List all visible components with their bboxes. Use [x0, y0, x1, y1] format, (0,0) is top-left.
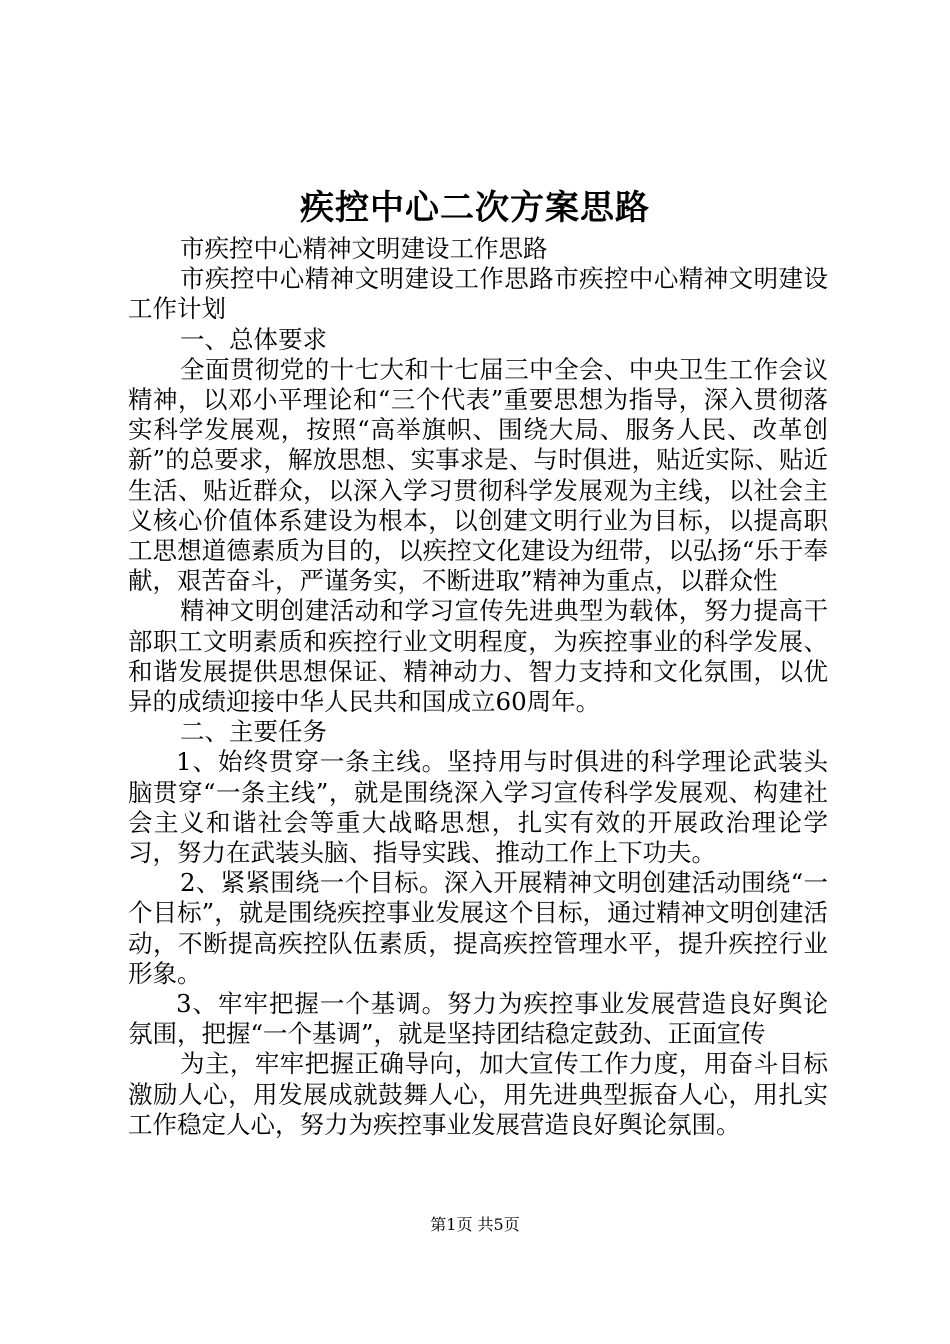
paragraph-subtitle: 市疾控中心精神文明建设工作思路 — [180, 234, 548, 263]
paragraph-task-3-continued: 为主，牢牢把握正确导向，加大宣传工作力度，用奋斗目标激励人心，用发展成就鼓舞人心，用先进典型振奋人心，用扎实工作稳定人心，努力为疾控事业发展营造良好舆论氛围。 — [128, 1049, 828, 1139]
paragraph-task-2: 2、紧紧围绕一个目标。深入开展精神文明创建活动围绕“一个目标”，就是围绕疾控事业发展这个目标，通过精神文明创建活动，不断提高疾控队伍素质，提高疾控管理水平，提升疾控行业形象。 — [128, 868, 828, 988]
section-heading-general-requirements: 一、总体要求 — [180, 324, 327, 354]
paragraph-general-requirements: 全面贯彻党的十七大和十七届三中全会、中央卫生工作会议精神，以邓小平理论和“三个代表”重要思想为指导，深入贯彻落实科学发展观，按照“高举旗帜、围绕大局、服务人民、改革创新”的总要求，解放思想、实事求是、与时俱进，贴近实际、贴近生活、贴近群众，以深入学习贯彻科学发展观为主线，以社会主义核心价值体系建设为根本，以创建文明行业为目标，以提高职工思想道德素质为目的，以疾控文化建设为纽带，以弘扬“乐于奉献，艰苦奋斗，严谨务实，不断进取”精神为重点，以群众性 — [128, 354, 828, 596]
paragraph-carrier: 精神文明创建活动和学习宣传先进典型为载体，努力提高干部职工文明素质和疾控行业文明程度，为疾控事业的科学发展、和谐发展提供思想保证、精神动力、智力支持和文化氛围，以优异的成绩迎接中华人民共和国成立60周年。 — [128, 596, 828, 717]
paragraph-task-1: 1、始终贯穿一条主线。坚持用与时俱进的科学理论武装头脑贯穿“一条主线”，就是围绕深入学习宣传科学发展观、构建社会主义和谐社会等重大战略思想，扎实有效的开展政治理论学习，努力在武装头脑、指导实践、推动工作上下功夫。 — [128, 747, 828, 868]
paragraph-task-3: 3、牢牢把握一个基调。努力为疾控事业发展营造良好舆论氛围，把握“一个基调”，就是坚持团结稳定鼓劲、正面宣传 — [128, 989, 828, 1049]
document-body — [128, 234, 828, 1140]
document-title: 疾控中心二次方案思路 — [300, 188, 650, 228]
paragraph-heading-repeat: 市疾控中心精神文明建设工作思路市疾控中心精神文明建设工作计划 — [128, 264, 828, 324]
section-heading-main-tasks: 二、主要任务 — [180, 717, 327, 747]
page-indicator: 第1页 共5页 — [430, 1215, 520, 1234]
